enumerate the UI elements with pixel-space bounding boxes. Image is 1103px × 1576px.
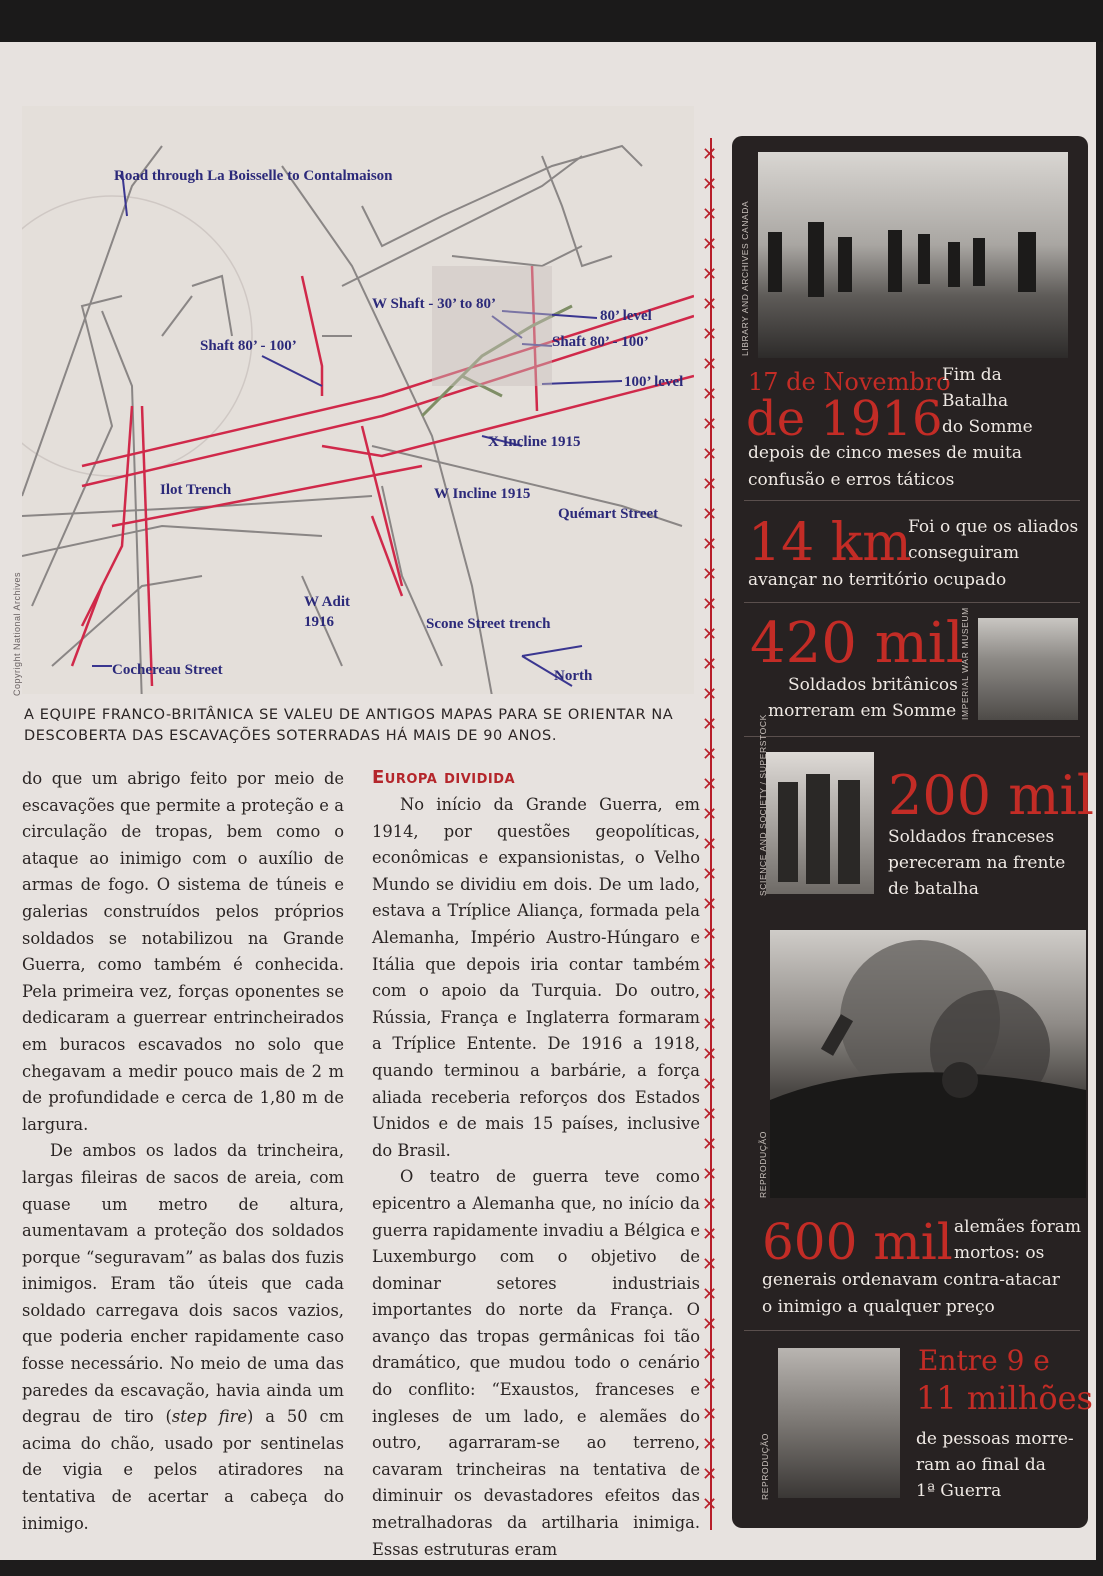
timeline-tick: ✕ [702,894,718,915]
fact5-side-2: mortos: os [954,1243,1045,1263]
fact6-line-2: ram ao final da [916,1455,1046,1475]
timeline-tick: ✕ [702,294,718,315]
fact1-line-1: depois de cinco meses de muita [748,443,1022,463]
timeline-tick: ✕ [702,264,718,285]
soldiers-silhouettes [758,152,1068,358]
timeline-tick: ✕ [702,1254,718,1275]
map-label-80-level: 80’ level [600,308,652,324]
timeline-tick: ✕ [702,354,718,375]
timeline-tick: ✕ [702,624,718,645]
fact4-line-3: de batalha [888,879,979,899]
map-lines [22,106,694,694]
timeline-tick: ✕ [702,1014,718,1035]
fact5-line-2: o inimigo a qualquer preço [762,1297,995,1317]
timeline-tick: ✕ [702,684,718,705]
timeline-tick: ✕ [702,534,718,555]
timeline-tick: ✕ [702,204,718,225]
timeline-tick: ✕ [702,1464,718,1485]
fact1-date-line2: de 1916 [746,391,943,447]
photo-credit-1: LIBRARY AND ARCHIVES CANADA [740,200,750,356]
timeline-tick: ✕ [702,1344,718,1365]
map-label-road: Road through La Boisselle to Contalmaison [114,168,393,184]
article-paragraph: do que um abrigo feito por meio de escavações que permite a proteção e a circulação de tropas, bem como o ataque ao inimigo com o auxílio de armas de fogo. O sistema de túneis e galerias construídos pelos próprios soldados se notabilizou na Grande Guerra, como também é conhecida. Pela primeira vez, forças oponentes se dedicaram a guerrear entrincheirados em buracos escavados no solo que chegavam a medir pouco mais de 2 m de profundidade e cerca de 1,80 m de largura. [22,769,344,1134]
timeline-tick: ✕ [702,414,718,435]
fact-separator [744,500,1080,501]
fact1-date-line1: 17 de Novembro [748,368,951,396]
fact5-line-1: generais ordenavam contra-atacar [762,1270,1060,1290]
map-label-x-incline: X Incline 1915 [488,434,581,450]
fact3-line-2: morreram em Somme [768,701,957,721]
fact5-number: 600 mil [762,1213,953,1271]
article-paragraph: O teatro de guerra teve como epicentro a Alemanha que, no início da guerra rapidamente invadiu a Bélgica e Luxemburgo com o objetivo de dominar setores industriais importantes do norte da França. O avanço das tropas germânicas foi tão dramático, que mudou todo o cenário do conflito: “Exaustos, franceses e ingleses de um lado, e alemães do outro, agarraram-se ao terreno, cavaram trincheiras na tentativa de diminuir os devastadores efeitos das metralhadoras da artilharia inimiga. Essas estruturas eram [372,1167,700,1559]
map-label-w-adit: W Adit [304,594,350,610]
timeline-tick: ✕ [702,1134,718,1155]
fact4-number: 200 mil [888,764,1094,827]
timeline-tick: ✕ [702,834,718,855]
timeline-tick: ✕ [702,1284,718,1305]
timeline-tick: ✕ [702,1194,718,1215]
photo-credit-5: REPRODUÇÃO [760,1433,770,1500]
timeline-tick: ✕ [702,774,718,795]
fact2-number: 14 km [748,513,912,573]
french-soldiers-photo [766,752,874,894]
photo-credit-4: REPRODUÇÃO [758,1131,768,1198]
step-fire-term: step fire [171,1407,247,1427]
map-label-100-level: 100’ level [624,374,684,390]
timeline-tick: ✕ [702,1074,718,1095]
timeline-tick: ✕ [702,474,718,495]
timeline-tick: ✕ [702,864,718,885]
timeline-tick: ✕ [702,924,718,945]
timeline-tick: ✕ [702,954,718,975]
map-label-cochereau: Cochereau Street [112,662,223,678]
article-column-2 [372,766,700,1563]
map-label-shaft-right: Shaft 80’ - 100’ [552,334,649,350]
timeline-tick: ✕ [702,234,718,255]
french-soldiers-silhouettes [766,752,874,894]
fact4-line-1: Soldados franceses [888,827,1055,847]
timeline-tick: ✕ [702,324,718,345]
article-paragraph: No início da Grande Guerra, em 1914, por questões geopolíticas, econômicas e expansionistas, o Velho Mundo se dividiu em dois. De um lado, estava a Tríplice Aliança, formada pela Alemanha, Império Austro-Húngaro e Itália que depois iria contar também com o apoio da Turquia. Do outro, Rússia, França e Inglaterra formaram a Tríplice Entente. De 1916 a 1918, quando terminou a barbárie, a força aliada receberia reforços dos Estados Unidos e de mais 15 países, inclusive do Brasil. [372,795,700,1160]
photo-credit-2: IMPERIAL WAR MUSEUM [960,607,970,720]
fact2-side-1: Foi o que os aliados [908,517,1079,537]
timeline-tick: ✕ [702,1044,718,1065]
map-label-shaft-left: Shaft 80’ - 100’ [200,338,297,354]
soldiers-march-photo [758,152,1068,358]
fact6-number-line1: Entre 9 e [918,1344,1050,1377]
fact1-side-1: Fim da [942,365,1002,385]
timeline-tick: ✕ [702,744,718,765]
fact3-line-1: Soldados britânicos [788,675,958,695]
map-label-w-shaft: W Shaft - 30’ to 80’ [372,296,497,312]
battlefield-ruins-photo [978,618,1078,720]
map-caption: A EQUIPE FRANCO-BRITÂNICA SE VALEU DE ANTIGOS MAPAS PARA SE ORIENTAR NA DESCOBERTA DAS ESCAVAÇÕES SOTERRADAS HÁ MAIS DE 90 ANOS. [24,707,674,744]
fact1-side-3: do Somme [942,417,1033,437]
timeline-tick: ✕ [702,1164,718,1185]
section-title: Europa dividida [372,767,516,788]
timeline-tick: ✕ [702,1494,718,1515]
fact2-line: avançar no território ocupado [748,570,1007,590]
timeline-tick: ✕ [702,1314,718,1335]
timeline-tick: ✕ [702,594,718,615]
fact2-side-2: conseguiram [908,543,1020,563]
fact1-line-2: confusão e erros táticos [748,470,955,490]
timeline-tick: ✕ [702,174,718,195]
timeline-tick: ✕ [702,444,718,465]
timeline-tick: ✕ [702,1404,718,1425]
fact1-side-2: Batalha [942,391,1009,411]
map-label-scone: Scone Street trench [426,616,551,632]
fact6-line-3: 1ª Guerra [916,1481,1002,1501]
map-credit: Copyright National Archives [12,571,22,696]
artillery-explosion-photo [770,930,1086,1198]
top-dark-band [0,0,1103,42]
fact5-side-1: alemães foram [954,1217,1081,1237]
timeline-tick: ✕ [702,1224,718,1245]
timeline-tick: ✕ [702,804,718,825]
map-label-w-incline: W Incline 1915 [434,486,531,502]
timeline-tick: ✕ [702,984,718,1005]
map-label-ilot-trench: Ilot Trench [160,482,232,498]
fact3-number: 420 mil [750,611,964,676]
fact6-number-line2: 11 milhões [916,1379,1093,1417]
map-label-w-adit-year: 1916 [304,614,334,630]
timeline-tick: ✕ [702,504,718,525]
fact-separator [744,1330,1080,1331]
article-paragraph: De ambos os lados da trincheira, largas fileiras de sacos de areia, com quase um metro de altura, aumentavam a proteção dos soldados porque “seguravam” as balas dos fuzis inimigos. Eram tão úteis que cada soldado carregava dois sacos vazios, que poderia encher rapidamente caso fosse necessário. No meio de uma das paredes da escavação, havia ainda um degrau de tiro (step fire) a 50 cm acima do chão, usado por sentinelas de vigia e pelos atiradores na tentativa de acertar a cabeça do inimigo. [22,1141,344,1533]
fact-separator [744,602,1080,603]
timeline-tick: ✕ [702,1104,718,1125]
timeline-tick: ✕ [702,1434,718,1455]
explosion-scene [770,930,1086,1198]
timeline-tick: ✕ [702,1374,718,1395]
article-column-1 [22,766,344,1537]
fact4-line-2: pereceram na frente [888,853,1066,873]
timeline-tick: ✕ [702,564,718,585]
timeline-tick: ✕ [702,714,718,735]
map-label-north: North [554,668,593,684]
photo-credit-3: SCIENCE AND SOCIETY / SUPERSTOCK [758,714,768,896]
timeline-tick: ✕ [702,144,718,165]
timeline-tick: ✕ [702,654,718,675]
map-label-quemart: Quémart Street [558,506,659,522]
timeline-tick: ✕ [702,384,718,405]
fact-separator [744,736,1080,737]
trench-map [22,106,694,694]
ruins-photo [778,1348,900,1498]
fact6-line-1: de pessoas morre- [916,1429,1074,1449]
